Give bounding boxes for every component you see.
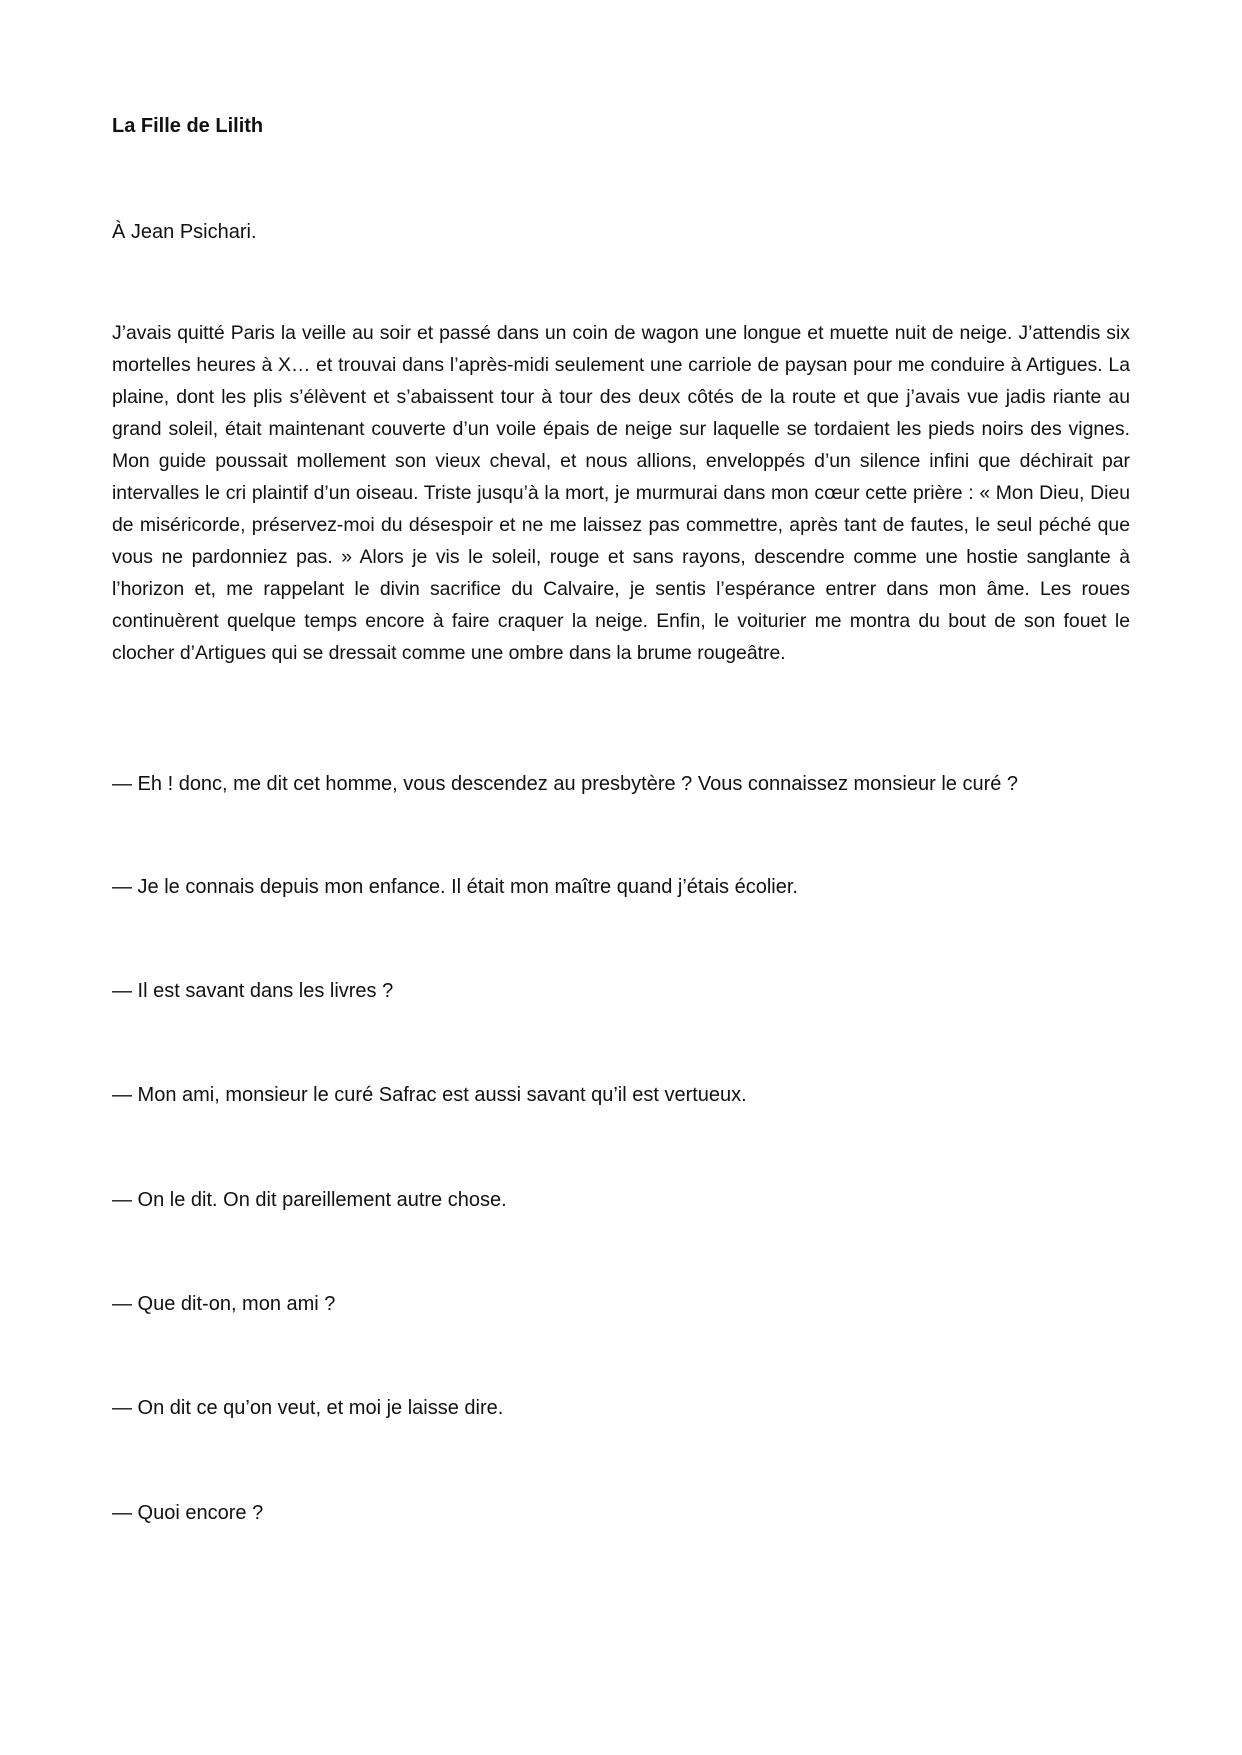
dialogue-line: — Mon ami, monsieur le curé Safrac est aussi savant qu’il est vertueux. — [112, 1084, 747, 1106]
dialogue-line: — On le dit. On dit pareillement autre chose. — [112, 1189, 507, 1211]
narrative-paragraph: J’avais quitté Paris la veille au soir et passé dans un coin de wagon une longue et muette nuit de neige. J’attendis six mortelles heures à X… et trouvai dans l’après-midi seulement une carriole de paysan pour me conduire à Artigues. La plaine, dont les plis s’élèvent et s’abaissent tour à tour des deux côtés de la route et que j’avais vue jadis riante au grand soleil, était maintenant couverte d’un voile épais de neige sur laquelle se tordaient les pieds noirs des vignes. Mon guide poussait mollement son vieux cheval, et nous allions, enveloppés d’un silence infini que déchirait par intervalles le cri plaintif d’un oiseau. Triste jusqu’à la mort, je murmurai dans mon cœur cette prière : « Mon Dieu, Dieu de miséricorde, préservez-moi du désespoir et ne me laissez pas commettre, après tant de fautes, le seul péché que vous ne pardonniez pas. » Alors je vis le soleil, rouge et sans rayons, descendre comme une hostie sanglante à l’horizon et, me rappelant le divin sacrifice du Calvaire, je sentis l’espérance entrer dans mon âme. Les roues continuèrent quelque temps encore à faire craquer la neige. Enfin, le voiturier me montra du bout de son fouet le clocher d’Artigues qui se dressait comme une ombre dans la brume rougeâtre. — [112, 322, 1130, 664]
dialogue-line: — Que dit-on, mon ami ? — [112, 1293, 336, 1315]
document-title: La Fille de Lilith — [112, 115, 264, 137]
dedication: À Jean Psichari. — [112, 221, 257, 243]
dialogue-line: — Je le connais depuis mon enfance. Il était mon maître quand j’étais écolier. — [112, 876, 798, 898]
dialogue-line: — Quoi encore ? — [112, 1502, 264, 1524]
dialogue-line: — On dit ce qu’on veut, et moi je laisse dire. — [112, 1397, 504, 1419]
dialogue-line: — Il est savant dans les livres ? — [112, 980, 394, 1002]
dialogue-line: — Eh ! donc, me dit cet homme, vous descendez au presbytère ? Vous connaissez monsieur le curé ? — [112, 773, 1019, 795]
